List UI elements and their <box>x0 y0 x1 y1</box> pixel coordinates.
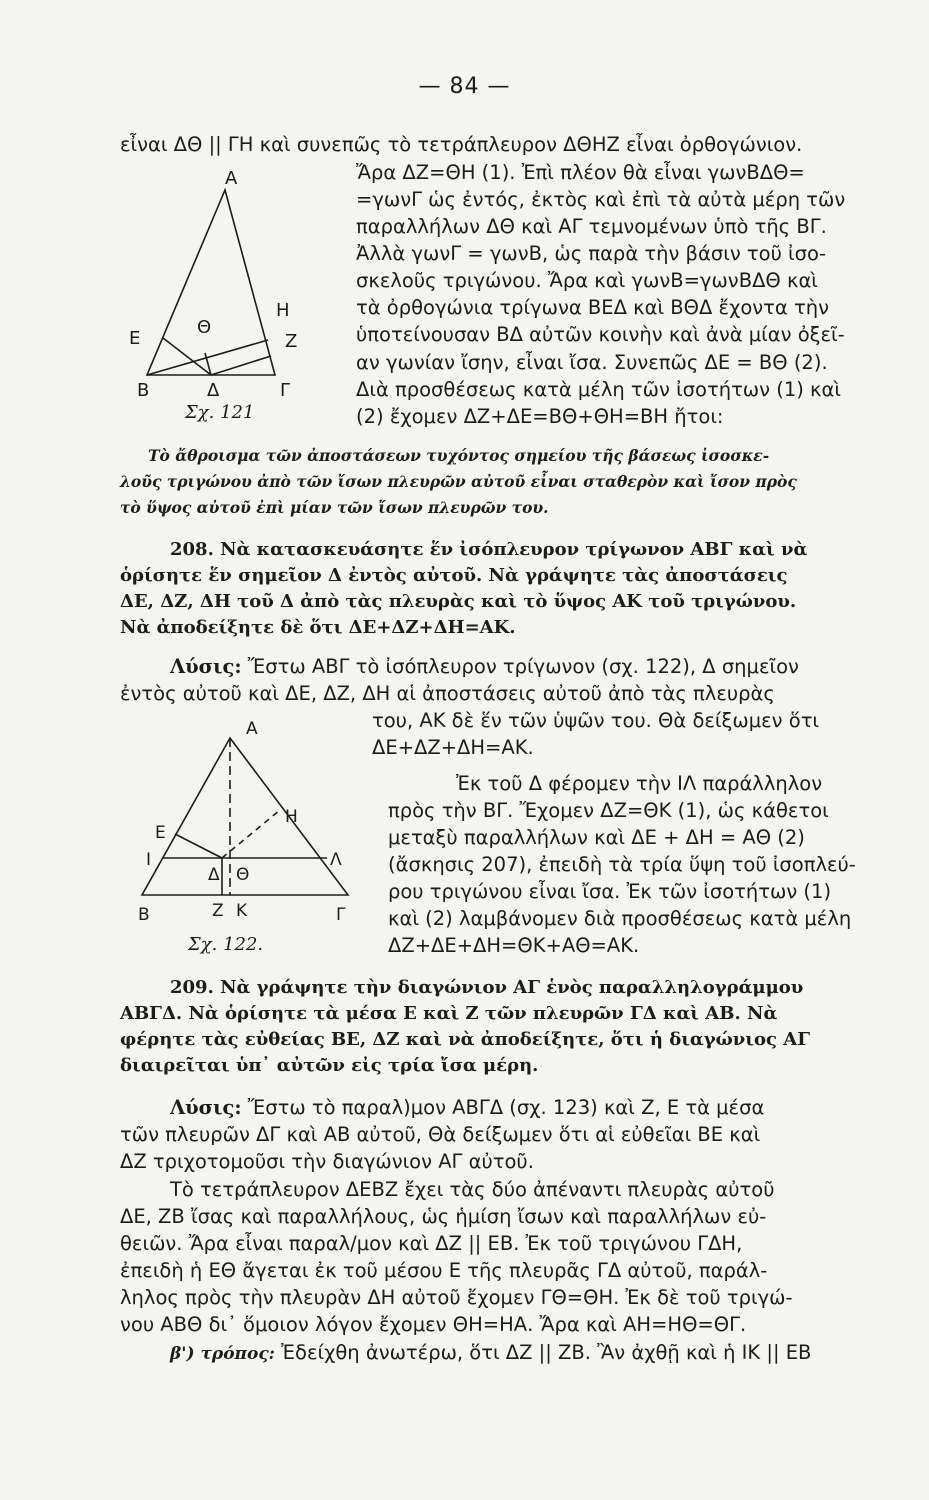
label: Λ <box>330 850 342 870</box>
figure-caption: Σχ. 121 <box>185 402 255 423</box>
text-line: Ἐδείχθη ἀνωτέρω, ὅτι ΔΖ || ΖΒ. Ἂν ἀχθῇ καὶ ἡ ΙΚ || ΕΒ <box>281 1341 812 1364</box>
figure-121 <box>125 160 325 400</box>
label: Κ <box>236 901 248 921</box>
text-line: Τὸ τετράπλευρον ΔΕΒΖ ἔχει τὰς δύο ἀπέναντι πλευρὰς αὐτοῦ <box>170 1178 775 1201</box>
label: Γ <box>336 905 346 925</box>
problem-line: ὁρίσητε ἕν σημεῖον Δ ἐντὸς αὐτοῦ. Νὰ γράψητε τὰς ἀποστάσεις <box>120 565 788 586</box>
text-line: καὶ (2) λαμβάνομεν διὰ προσθέσεως κατὰ μέλη <box>388 907 852 930</box>
text-line: Ἄρα ΔΖ=ΘΗ (1). Ἐπὶ πλέον θὰ εἶναι γωνΒΔΘ= <box>356 161 805 184</box>
text-line: μεταξὺ παραλλήλων καὶ ΔΕ + ΔΗ = ΑΘ (2) <box>388 826 805 849</box>
text-line: ΔΕ+ΔΖ+ΔΗ=ΑΚ. <box>372 736 534 759</box>
text-line: Ἀλλὰ γωνΓ = γωνΒ, ὡς παρὰ τὴν βάσιν τοῦ ἰσο- <box>356 242 826 265</box>
label: Θ <box>197 317 212 338</box>
label: Δ <box>208 865 220 885</box>
label: Γ <box>280 380 291 400</box>
problem-line: 208. Νὰ κατασκευάσητε ἕν ἰσόπλευρον τρίγωνον ΑΒΓ καὶ νὰ <box>170 539 808 560</box>
problem-line: ΔΕ, ΔΖ, ΔΗ τοῦ Δ ἀπὸ τὰς πλευρὰς καὶ τὸ ὕψος ΑΚ τοῦ τριγώνου. <box>120 591 797 612</box>
problem-line: 209. Νὰ γράψητε τὴν διαγώνιον ΑΓ ἑνὸς παραλληλογράμμου <box>170 977 804 998</box>
solution-label: Λύσις: <box>170 655 242 678</box>
label: Ε <box>129 328 141 349</box>
text-line: τῶν πλευρῶν ΔΓ καὶ ΑΒ αὐτοῦ, Θὰ δείξωμεν ὅτι αἱ εὐθεῖαι ΒΕ καὶ <box>120 1123 761 1146</box>
text-line: (ἄσκησις 207), ἐπειδὴ τὰ τρία ὕψη τοῦ ἰσοπλεύ- <box>388 853 856 876</box>
text-line: νου ΑΒΘ δι᾽ ὅμοιον λόγον ἔχομεν ΘΗ=ΗΑ. Ἄρα καὶ ΑΗ=ΗΘ=ΘΓ. <box>120 1313 747 1336</box>
segment-dz <box>211 356 271 375</box>
text-line: (2) ἔχομεν ΔΖ+ΔΕ=ΒΘ+ΘΗ=ΒΗ ἤτοι: <box>356 405 724 428</box>
solution-label: Λύσις: <box>170 1096 242 1119</box>
segment-de <box>175 834 222 858</box>
label: Θ <box>236 865 250 885</box>
text-line: ρου τριγώνου εἶναι ἴσα. Ἐκ τῶν ἰσοτήτων (1) <box>388 880 832 903</box>
theorem-line: Τὸ ἄθροισμα τῶν ἀποστάσεων τυχόντος σημείου τῆς βάσεως ἰσοσκε- <box>148 446 770 465</box>
method-label: β') τρόπος: <box>170 1344 275 1364</box>
text-line: εἶναι ΔΘ || ΓΗ καὶ συνεπῶς τὸ τετράπλευρον ΔΘΗΖ εἶναι ὀρθογώνιον. <box>120 133 803 156</box>
problem-line: ΑΒΓΔ. Νὰ ὁρίσητε τὰ μέσα Ε καὶ Ζ τῶν πλευρῶν ΓΔ καὶ ΑΒ. Νὰ <box>120 1003 778 1024</box>
label: Ζ <box>285 331 298 352</box>
text-line: ληλος πρὸς τὴν πλευρὰν ΔΗ αὐτοῦ ἔχομεν ΓΘ=ΘΗ. Ἐκ δὲ τοῦ τριγώ- <box>120 1286 793 1309</box>
label: Α <box>225 168 238 189</box>
text-line: Ἔστω τὸ παραλ)μον ΑΒΓΔ (σχ. 123) καὶ Ζ, Ε τὰ μέσα <box>247 1096 765 1119</box>
label: Η <box>285 807 298 827</box>
text-line: τὰ ὀρθογώνια τρίγωνα ΒΕΔ καὶ ΒΘΔ ἔχοντα τὴν <box>356 296 829 319</box>
label: Ι <box>146 850 152 870</box>
label: Δ <box>207 380 220 400</box>
text-line: ὑποτείνουσαν ΒΔ αὐτῶν κοινὴν καὶ ἀνὰ μίαν ὀξεῖ- <box>356 323 845 346</box>
text-line: ἐντὸς αὐτοῦ καὶ ΔΕ, ΔΖ, ΔΗ αἱ ἀποστάσεις αὐτοῦ ἀπὸ τὰς πλευρὰς <box>120 682 775 705</box>
figure-122 <box>130 710 370 940</box>
text-line: σκελοῦς τριγώνου. Ἄρα καὶ γωνΒ=γωνΒΔΘ καὶ <box>356 269 818 292</box>
label: Ζ <box>212 901 224 921</box>
problem-line: φέρητε τὰς εὐθείας ΒΕ, ΔΖ καὶ νὰ ἀποδείξητε, ὅτι ἡ διαγώνιος ΑΓ <box>120 1029 810 1050</box>
text-line: παραλλήλων ΔΘ καὶ ΑΓ τεμνομένων ὑπὸ τῆς ΒΓ. <box>356 215 827 238</box>
problem-line: Νὰ ἀποδείξητε δὲ ὅτι ΔΕ+ΔΖ+ΔΗ=ΑΚ. <box>120 617 516 638</box>
text-line: θειῶν. Ἄρα εἶναι παραλ/μον καὶ ΔΖ || ΕΒ. Ἐκ τοῦ τριγώνου ΓΔΗ, <box>120 1232 743 1255</box>
label: Β <box>138 905 150 925</box>
text-line: ΔΖ τριχοτομοῦσι τὴν διαγώνιον ΑΓ αὐτοῦ. <box>120 1150 534 1173</box>
text-line: Ἐκ τοῦ Δ φέρομεν τὴν ΙΛ παράλληλον <box>456 772 823 795</box>
segment-dh <box>222 810 280 858</box>
segment-bh <box>147 340 268 375</box>
theorem-line: τὸ ὕψος αὐτοῦ ἐπὶ μίαν τῶν ἴσων πλευρῶν του. <box>120 498 549 517</box>
problem-line: διαιρεῖται ὑπ᾽ αὐτῶν εἰς τρία ἴσα μέρη. <box>120 1055 539 1076</box>
text-line: ΔΕ, ΖΒ ἴσας καὶ παραλλήλους, ὡς ἡμίση ἴσων καὶ παραλλήλων εὐ- <box>120 1205 767 1228</box>
text-line: ἐπειδὴ ἡ ΕΘ ἄγεται ἐκ τοῦ μέσου Ε τῆς πλευρᾶς ΓΔ αὐτοῦ, παράλ- <box>120 1259 768 1282</box>
segment-ed <box>163 338 211 375</box>
label: Ε <box>155 823 166 843</box>
text-line: αν γωνίαν ἴσην, εἶναι ἴσα. Συνεπῶς ΔΕ = ΒΘ (2). <box>356 351 828 374</box>
text-line: πρὸς τὴν ΒΓ. Ἔχομεν ΔΖ=ΘΚ (1), ὡς κάθετοι <box>388 799 829 822</box>
triangle-abg <box>147 190 275 375</box>
label: Β <box>137 380 150 400</box>
page-number: — 84 — <box>418 74 511 99</box>
theorem-line: λοῦς τριγώνου ἀπὸ τῶν ἴσων πλευρῶν αὐτοῦ εἶναι σταθερὸν καὶ ἴσον πρὸς <box>120 472 797 491</box>
text-line: του, ΑΚ δὲ ἕν τῶν ὑψῶν του. Θὰ δείξωμεν ὅτι <box>372 709 820 732</box>
label: Α <box>246 719 258 739</box>
text-line: =γωνΓ ὡς ἐντός, ἐκτὸς καὶ ἐπὶ τὰ αὐτὰ μέρη τῶν <box>356 188 846 211</box>
text-line: ΔΖ+ΔΕ+ΔΗ=ΘΚ+ΑΘ=ΑΚ. <box>388 934 640 957</box>
label: Η <box>276 300 290 321</box>
figure-caption: Σχ. 122. <box>188 934 264 955</box>
text-line: Ἔστω ΑΒΓ τὸ ἰσόπλευρον τρίγωνον (σχ. 122), Δ σημεῖον <box>247 655 799 678</box>
text-line: Διὰ προσθέσεως κατὰ μέλη τῶν ἰσοτήτων (1) καὶ <box>356 378 841 401</box>
